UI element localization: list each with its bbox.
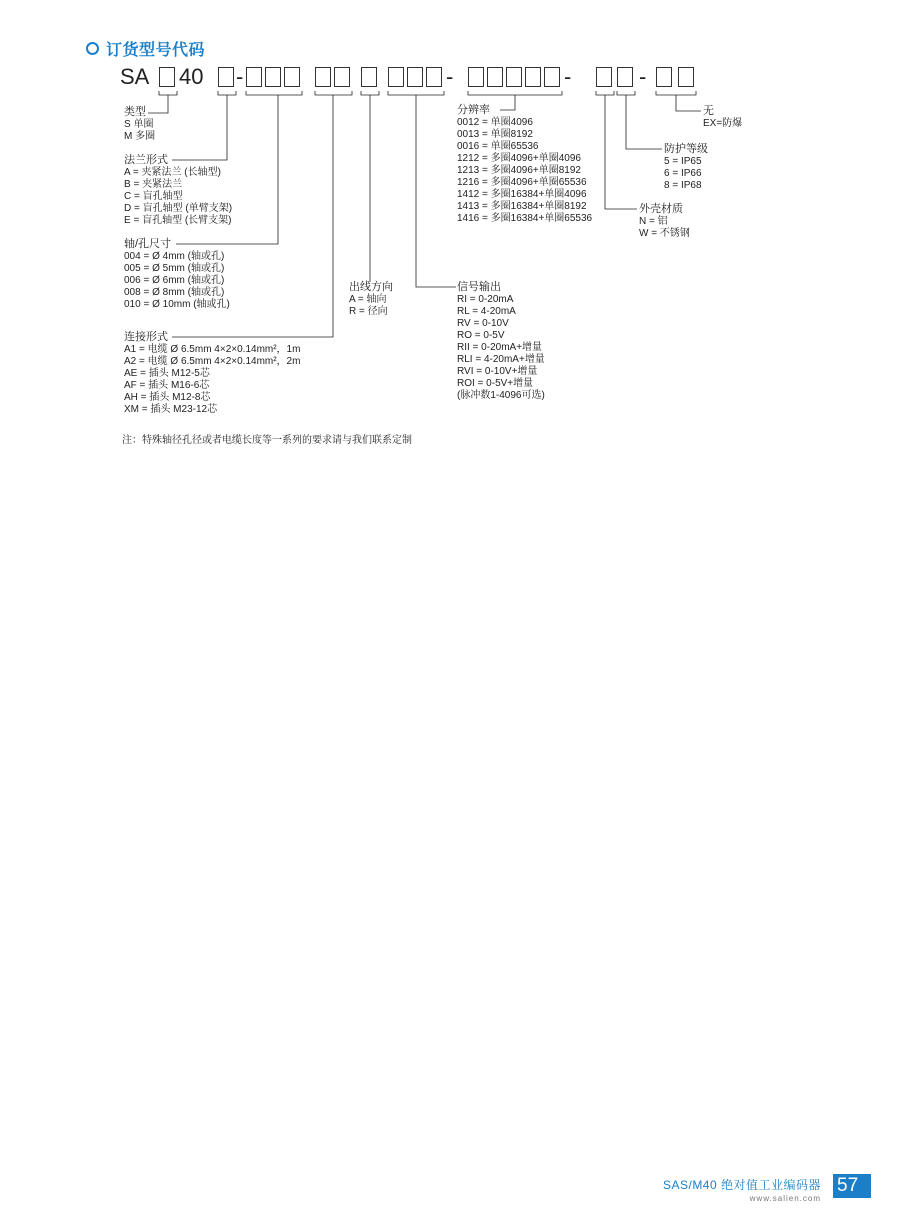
bracket-connection bbox=[315, 91, 352, 95]
list-item: AH = 插头 M12-8芯 bbox=[124, 392, 211, 403]
list-item: AE = 插头 M12-5芯 bbox=[124, 368, 210, 379]
code-dash-3: - bbox=[564, 64, 572, 89]
list-item: 1416 = 多圈16384+单圈65536 bbox=[457, 213, 593, 224]
group-signal bbox=[457, 281, 545, 402]
code-dash-1: - bbox=[236, 64, 244, 89]
bracket-type bbox=[159, 91, 177, 95]
page-number: 57 bbox=[833, 1174, 871, 1198]
list-item: 010 = Ø 10mm (轴或孔) bbox=[124, 299, 230, 310]
group-signal-title: 信号输出 bbox=[457, 281, 501, 293]
list-item: W = 不锈钢 bbox=[639, 228, 690, 239]
list-item: 0013 = 单圈8192 bbox=[457, 129, 533, 140]
list-item: RI = 0-20mA bbox=[457, 294, 514, 305]
list-item: 0012 = 单圈4096 bbox=[457, 117, 533, 128]
list-item: R = 径向 bbox=[349, 306, 388, 317]
bracket-protection bbox=[617, 91, 635, 95]
list-item: A2 = 电缆 Ø 6.5mm 4×2×0.14mm²，2m bbox=[124, 356, 301, 367]
list-item: 8 = IP68 bbox=[664, 180, 702, 191]
list-item: A = 夹紧法兰 (长轴型) bbox=[124, 167, 221, 178]
list-item: XM = 插头 M23-12芯 bbox=[124, 404, 218, 415]
leader-signal bbox=[416, 95, 456, 287]
list-item: 006 = Ø 6mm (轴或孔) bbox=[124, 275, 225, 286]
leader-housing bbox=[605, 95, 637, 209]
group-flange bbox=[124, 154, 232, 227]
bracket-signal bbox=[388, 91, 444, 95]
list-item: 005 = Ø 5mm (轴或孔) bbox=[124, 263, 225, 274]
group-resolution bbox=[457, 104, 592, 225]
list-item: RV = 0-10V bbox=[457, 318, 509, 329]
group-explosion-title: 无 bbox=[703, 105, 714, 117]
section-title: 订货型号代码 bbox=[106, 42, 206, 59]
list-item: RLI = 4-20mA+增量 bbox=[457, 354, 545, 365]
list-item: A1 = 电缆 Ø 6.5mm 4×2×0.14mm²，1m bbox=[124, 344, 301, 355]
bracket-flange bbox=[218, 91, 236, 95]
group-resolution-title: 分辨率 bbox=[457, 104, 490, 116]
list-item: 004 = Ø 4mm (轴或孔) bbox=[124, 251, 225, 262]
group-housing-title: 外壳材质 bbox=[639, 203, 683, 215]
group-connection-title: 连接形式 bbox=[124, 331, 168, 343]
bracket-housing bbox=[596, 91, 614, 95]
group-shaft bbox=[124, 238, 230, 311]
group-explosion bbox=[703, 105, 742, 130]
bracket-resolution bbox=[468, 91, 562, 95]
list-item: AF = 插头 M16-6芯 bbox=[124, 380, 210, 391]
list-item: RO = 0-5V bbox=[457, 330, 505, 341]
list-item: ROI = 0-5V+增量 bbox=[457, 378, 534, 389]
list-item: 6 = IP66 bbox=[664, 168, 702, 179]
bracket-outlet bbox=[361, 91, 379, 95]
footer bbox=[663, 1176, 821, 1203]
list-item: C = 盲孔轴型 bbox=[124, 191, 183, 202]
list-item: EX=防爆 bbox=[703, 118, 743, 129]
list-item: M 多圈 bbox=[124, 131, 156, 142]
list-item: A = 轴向 bbox=[349, 294, 387, 305]
list-item: 008 = Ø 8mm (轴或孔) bbox=[124, 287, 225, 298]
list-item: 1213 = 多圈4096+单圈8192 bbox=[457, 165, 581, 176]
code-dash-4: - bbox=[639, 64, 647, 89]
list-item: 1413 = 多圈16384+单圈8192 bbox=[457, 201, 587, 212]
group-flange-title: 法兰形式 bbox=[124, 154, 168, 166]
group-type-title: 类型 bbox=[124, 106, 146, 118]
list-item: RVI = 0-10V+增量 bbox=[457, 366, 538, 377]
group-housing bbox=[639, 203, 690, 240]
group-protection bbox=[664, 143, 708, 192]
list-item: (脉冲数1-4096可选) bbox=[457, 390, 545, 401]
group-connection bbox=[124, 331, 300, 416]
list-item: E = 盲孔轴型 (长臂支架) bbox=[124, 215, 232, 226]
code-size: 40 bbox=[179, 64, 204, 89]
list-item: RL = 4-20mA bbox=[457, 306, 516, 317]
list-item: D = 盲孔轴型 (单臂支架) bbox=[124, 203, 233, 214]
footer-url: www.salien.com bbox=[749, 1194, 821, 1203]
group-shaft-title: 轴/孔尺寸 bbox=[124, 238, 172, 250]
list-item: RII = 0-20mA+增量 bbox=[457, 342, 543, 353]
list-item: 1412 = 多圈16384+单圈4096 bbox=[457, 189, 587, 200]
group-type bbox=[124, 106, 155, 143]
footer-title: SAS/M40 绝对值工业编码器 bbox=[662, 1178, 821, 1192]
bracket-explosion bbox=[656, 91, 696, 95]
group-outlet bbox=[349, 281, 393, 318]
list-item: 1212 = 多圈4096+单圈4096 bbox=[457, 153, 581, 164]
list-item: 5 = IP65 bbox=[664, 156, 702, 167]
leader-flange bbox=[172, 95, 227, 160]
code-dash-2: - bbox=[446, 64, 454, 89]
list-item: B = 夹紧法兰 bbox=[124, 179, 183, 190]
footnote: 注：特殊轴径孔径或者电缆长度等一系列的要求请与我们联系定制 bbox=[122, 435, 412, 446]
bracket-shaft bbox=[246, 91, 302, 95]
group-protection-title: 防护等级 bbox=[664, 143, 708, 155]
leader-protection bbox=[626, 95, 662, 149]
group-outlet-title: 出线方向 bbox=[349, 281, 393, 293]
list-item: N = 铝 bbox=[639, 216, 668, 227]
code-prefix: SA bbox=[120, 64, 150, 89]
list-item: S 单圈 bbox=[124, 119, 154, 130]
list-item: 1216 = 多圈4096+单圈65536 bbox=[457, 177, 587, 188]
list-item: 0016 = 单圈65536 bbox=[457, 141, 539, 152]
leader-explosion bbox=[676, 95, 701, 111]
